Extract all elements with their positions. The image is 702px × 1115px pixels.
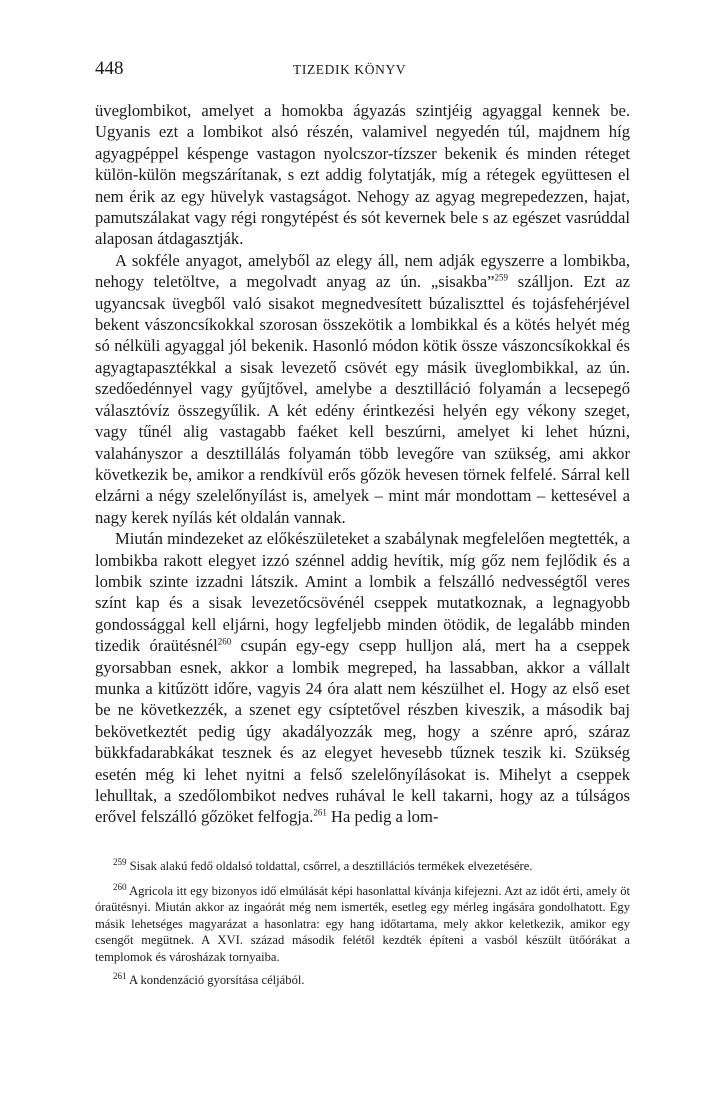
main-text <box>95 100 630 828</box>
footnote-text: A kondenzáció gyorsítása céljából. <box>126 972 305 987</box>
footnote-ref-260: 260 <box>217 636 232 647</box>
page-header <box>95 58 630 88</box>
footnote-text: Agricola itt egy bizonyos idő elmúlását képi hasonlattal kívánja kifejezni. Azt az időt érti, amely öt óraütésnyi. Miután akkor az ingaórát még nem ismerték, esetleg egy mérleg ingására gondolhatott. Egy másik lehetséges magyarázat a hasonlatra: egy hang időtartama, mely akkor keletkezik, amikor egy csengőt megütnek. A XVI. század második felétől kezdték építeni a vasból készült ütőórákat a templomok és városházak tornyaiba. <box>95 883 630 964</box>
footnote-text: Sisak alakú fedő oldalsó toldattal, csőrrel, a desztillációs termékek elvezetésére. <box>126 859 533 873</box>
paragraph-3 <box>95 528 630 828</box>
footnote-261 <box>95 972 630 989</box>
footnote-number: 260 <box>113 881 127 892</box>
footnote-260 <box>95 883 630 966</box>
paragraph-3-text-b: csupán egy-egy csepp hulljon alá, mert ha a cseppek gyorsabban esnek, akkor a lombik megreped, ha lassabban, akkor a vállalt munka a kitűzött időre, vagyis 24 óra alatt nem készülhet el. Hogy az első eset be ne következzék, a szenet egy csíptetővel részben kiveszik, a második baj bekövetkeztét pedig úgy akadályozzák meg, hogy a szénre apró, száraz bükkfadarabkákat tesznek és az elegyet hevesebb tűznek teszik ki. Szükség esetén még ki lehet nyitni a felső szelelőnyílásokat is. Mihelyt a cseppek lehulltak, a szedőlombikot nedves ruhával le kell takarni, hogy az a túlságos erővel felszálló gőzöket felfogja. <box>95 636 631 827</box>
footnote-ref-259: 259 <box>494 272 508 283</box>
page-number: 448 <box>95 58 124 79</box>
paragraph-3-text-c: Ha pedig a lom- <box>326 807 439 827</box>
footnote-number: 261 <box>113 970 127 981</box>
paragraph-2 <box>95 250 630 528</box>
paragraph-2-text-a: A sokféle anyagot, amelyből az elegy áll, nem adják egyszerre a lombikba, nehogy teletöltve, a megolvadt anyag az ún. „sisakba” <box>95 250 630 292</box>
paragraph-2-text-b: szálljon. Ezt az ugyancsak üvegből való sisakot megnedvesített búzaliszttel és tojásfehérjével bekent vászoncsíkokkal szorosan összekötik a lombikkal és a kötés helyét még só nélküli agyaggal jól bekenik. Hasonló módon kötik össze vászoncsíkokkal és agyagtapasztékkal a sisak levezető csövét egy másik üveglombikkal, az ún. szedőedénnyel vagy gyűjtővel, amelybe a desztilláció folyamán a lecsepegő választóvíz összegyűlik. A két edény érintkezési helyén egy vékony szeget, vagy tűnél alig vastagabb faéket kell beszúrni, amelyet ki lehet húzni, valahányszor a desztillálás folyamán több levegőre van szükség, ami akkor következik be, amikor a rendkívül erős gőzök hevesen törnek felfelé. Sárral kell elzárni a négy szelelőnyílást is, amelyek – mint már mondottam – kettesével a nagy kerek nyílás két oldalán vannak. <box>95 272 630 527</box>
footnote-259 <box>95 858 630 875</box>
paragraph-1-text: üveglombikot, amelyet a homokba ágyazás szintjéig agyaggal kennek be. Ugyanis ezt a lombikot alsó részén, valamivel negyedén túl, majdnem híg agyagpéppel késpenge vastagon nyolcszor-tízszer bekenik és minden réteget külön-külön megszárítanak, s ezt addig folytatják, míg a rétegek együttesen el nem érik az egy hüvelyk vastagságot. Nehogy az agyag megrepedezzen, hajat, pamutszálakat vagy régi rongytépést és sót kevernek bele s az egészet vasrúddal alaposan átdagasztják. <box>95 101 630 249</box>
paragraph-1 <box>95 100 630 250</box>
footnote-number: 259 <box>113 856 127 867</box>
running-head: TIZEDIK KÖNYV <box>293 62 407 77</box>
footnotes <box>95 858 630 994</box>
paragraph-3-text-a: Miután mindezeket az előkészületeket a szabálynak megfelelően megtették, a lombikba rakott elegyet izzó szénnel addig hevítik, míg gőz nem fejlődik és a lombik szinte izzadni látszik. Amint a lombik a felszálló nedvességtől veres színt kap és a sisak levezetőcsövénél cseppek mutatkoznak, a legnagyobb gondossággal kell eljárni, hogy legfeljebb minden ötödik, de legalább minden tizedik óraütésnél <box>95 529 630 656</box>
footnote-ref-261: 261 <box>313 807 327 818</box>
